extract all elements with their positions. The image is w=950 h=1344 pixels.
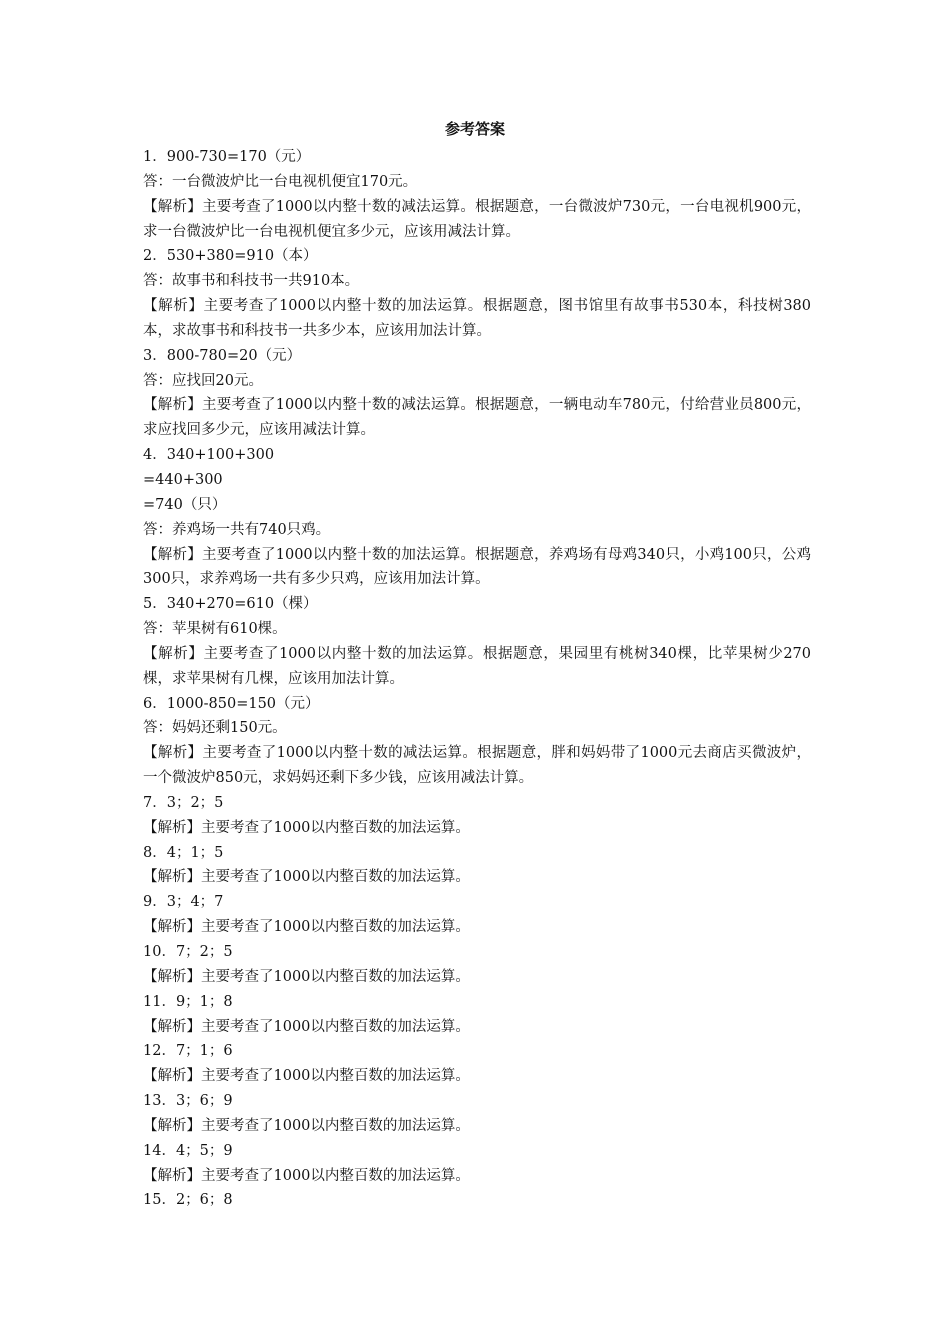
answer-line: 4．340+100+300 [143,447,275,464]
answer-line: 13．3；6；9 [143,1093,233,1110]
answer-line: 7．3；2；5 [143,794,224,811]
answer-line: 8．4；1；5 [143,844,224,861]
analysis-paragraph: 【解析】主要考查了1000以内整十数的加法运算。根据题意，果园里有桃树340棵，比苹果树少270棵，求苹果树有几棵，应该用加法计算。 [143,645,811,687]
answer-line: 答：妈妈还剩150元。 [143,720,287,737]
analysis-line: 【解析】主要考查了1000以内整百数的加法运算。 [143,919,470,936]
answer-list [143,145,811,1213]
answer-line: 15．2；6；8 [143,1192,233,1209]
answer-line: 9．3；4；7 [143,894,224,911]
analysis-line: 【解析】主要考查了1000以内整百数的加法运算。 [143,1018,470,1035]
analysis-paragraph: 【解析】主要考查了1000以内整十数的减法运算。根据题意，一台微波炉730元，一台电视机900元，求一台微波炉比一台电视机便宜多少元，应该用减法计算。 [143,198,811,240]
answer-line: 5．340+270=610（棵） [143,596,318,613]
answer-line: =740（只） [143,496,227,513]
answer-line: 答：应找回20元。 [143,372,263,389]
answer-line: 3．800-780=20（元） [143,347,302,364]
analysis-line: 【解析】主要考查了1000以内整百数的加法运算。 [143,1068,470,1085]
answer-line: 答：故事书和科技书一共910本。 [143,273,360,290]
analysis-paragraph: 【解析】主要考查了1000以内整十数的减法运算。根据题意，胖和妈妈带了1000元去商店买微波炉，一个微波炉850元，求妈妈还剩下多少钱，应该用减法计算。 [143,745,811,787]
answer-line: 答：一台微波炉比一台电视机便宜170元。 [143,173,418,190]
answer-line: 6．1000-850=150（元） [143,695,320,712]
answer-line: 答：养鸡场一共有740只鸡。 [143,521,331,538]
answer-line: =440+300 [143,471,223,488]
answer-line: 14．4；5；9 [143,1142,233,1159]
analysis-line: 【解析】主要考查了1000以内整百数的加法运算。 [143,968,470,985]
answer-line: 12．7；1；6 [143,1043,233,1060]
answer-line: 1．900-730=170（元） [143,149,311,165]
analysis-paragraph: 【解析】主要考查了1000以内整十数的减法运算。根据题意，一辆电动车780元，付给营业员800元，求应找回多少元，应该用减法计算。 [143,397,811,439]
analysis-line: 【解析】主要考查了1000以内整百数的加法运算。 [143,1117,470,1134]
analysis-line: 【解析】主要考查了1000以内整百数的加法运算。 [143,869,470,886]
analysis-line: 【解析】主要考查了1000以内整百数的加法运算。 [143,1167,470,1184]
analysis-line: 【解析】主要考查了1000以内整百数的加法运算。 [143,819,470,836]
answer-line: 10．7；2；5 [143,944,233,960]
answer-line: 答：苹果树有610棵。 [143,621,287,638]
analysis-paragraph: 【解析】主要考查了1000以内整十数的加法运算。根据题意，图书馆里有故事书530本，科技树380本，求故事书和科技书一共多少本，应该用加法计算。 [143,298,811,339]
answer-line: 2．530+380=910（本） [143,248,318,265]
page-title: 参考答案 [444,120,505,138]
analysis-paragraph: 【解析】主要考查了1000以内整十数的加法运算。根据题意，养鸡场有母鸡340只，小鸡100只，公鸡300只，求养鸡场一共有多少只鸡，应该用加法计算。 [143,546,811,588]
answer-line: 11．9；1；8 [143,993,233,1010]
